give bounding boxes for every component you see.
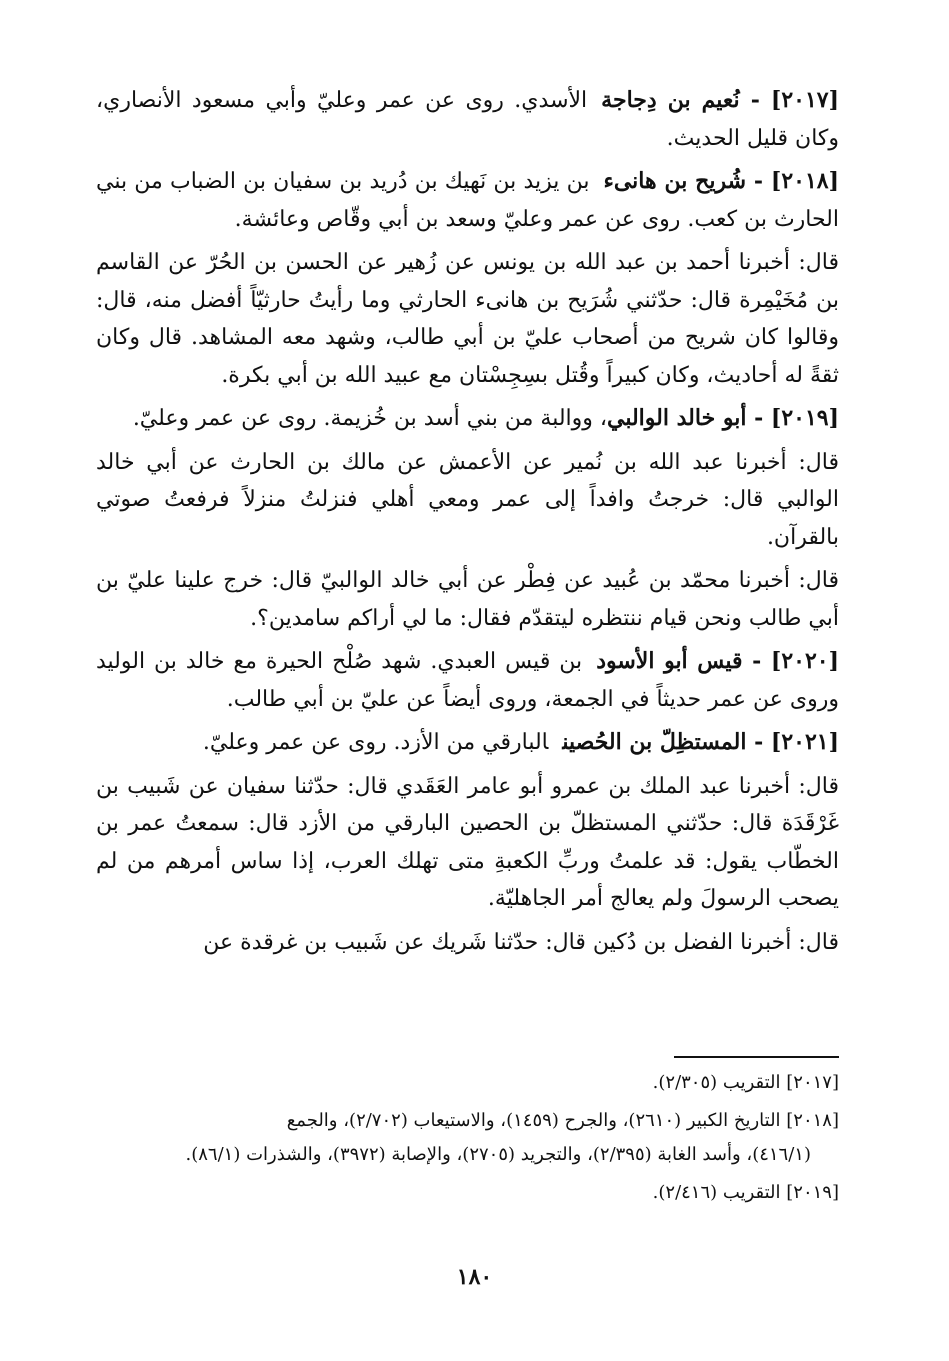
footnotes [96,1066,839,1214]
narration-paragraph: قال: أخبرنا الفضل بن دُكين قال: حدّثنا شَريك عن شَبيب بن غرقدة عن [203,929,839,955]
narration-paragraph: قال: أخبرنا محمّد بن عُبيد عن فِطْر عن أبي خالد الوالبيّ قال: خرج علينا عليّ بن أبي طالب ونحن قيام ننتظره ليتقدّم فقال: ما لي أراكم سامدين؟. [96,568,839,631]
footnote [96,1104,839,1172]
footnote-text: [٢٠١٧] التقريب (٢/٣٠٥). [652,1072,839,1093]
footnote-continuation: (٤١٦/١)، وأسد الغابة (٢/٣٩٥)، والتجريد (٢٧٠٥)، والإصابة (٣٩٧٢)، والشذرات (٨٦/١). [185,1144,811,1165]
entry-2017 [96,82,839,157]
entry-2019 [96,400,839,438]
entry-number: [٢٠١٧] - [739,87,840,113]
footnote-text: [٢٠١٩] التقريب (٢/٤١٦). [652,1182,839,1203]
narration-paragraph: قال: أخبرنا عبد الملك بن عمرو أبو عامر العَقَدي قال: حدّثنا سفيان عن شَبيب بن غَرْقَدَة قال: حدّثني المستظلّ بن الحصين البارقي من الأزد قال: سمعتُ عمر بن الخطّاب يقول: قد علمتُ وربِّ الكعبةِ متى تهلك العرب، إذا ساس أمرهم من لم يصحب الرسولَ ولم يعالج أمر الجاهليّة. [96,773,839,911]
footnote [96,1176,839,1210]
entry-2018 [96,163,839,238]
entry-text: بن قيس العبدي. شهد صُلْح الحيرة مع خالد بن الوليد وروى عن عمر حديثاً في الجمعة، وروى أيضاً عن عليّ بن أبي طالب. [96,649,839,712]
entry-2021 [96,724,839,762]
footnote-divider [674,1056,839,1058]
entry-text: بن يزيد بن نَهيك بن دُريد بن سفيان بن الضباب من بني الحارث بن كعب. روى عن عمر وعليّ وسعد بن أبي وقّاص وعائشة. [96,169,839,232]
entry-name: نُعيم بن دِجاجة [601,87,740,113]
entry-text: الأسدي. روى عن عمر وعليّ وأبي مسعود الأنصاري، وكان قليل الحديث. [96,88,839,151]
narration-paragraph: قال: أخبرنا عبد الله بن نُمير عن الأعمش عن مالك بن الحارث عن أبي خالد الوالبي قال: خرجتُ وافداً إلى عمر ومعي أهلي فنزلتُ منزلاً فرفعتُ صوتي بالقرآن. [96,449,839,550]
entry-number: [٢٠٢٠] - [742,648,840,674]
entry-text: البارقي من الأزد. روى عن عمر وعليّ. [202,730,549,755]
entry-name: شُريح بن هانىء [603,168,747,194]
entry-name: المستظِلّ بن الحُصين [562,729,747,755]
page-number: ١٨٠ [456,1264,493,1290]
main-text [96,82,839,967]
narration-paragraph: قال: أخبرنا أحمد بن عبد الله بن يونس عن زُهير عن الحسن بن الحُرّ عن القاسم بن مُخَيْمِرة قال: حدّثني شُرَيح بن هانىء الحارثي وما رأيتُ حارثيّاً أفضل منه، قال: وقالوا كان شريح من أصحاب عليّ بن أبي طالب، وشهد معه المشاهد. قال وكان ثقةً له أحاديث، وكان كبيراً وقُتل بسِجِسْتان مع عبيد الله بن أبي بكرة. [96,250,839,388]
entry-number: [٢٠١٨] - [746,168,839,194]
entry-number: [٢٠١٩] - [746,405,839,431]
entry-2020 [96,643,839,718]
entry-name: قيس أبو الأسود [596,648,743,674]
footnote [96,1066,839,1100]
entry-number: [٢٠٢١] - [746,729,839,755]
entry-text: ، ووالبة من بني أسد بن خُزيمة. روى عن عمر وعليّ. [132,406,607,431]
entry-name: أبو خالد الوالبي [607,405,747,431]
footnote-text: [٢٠١٨] التاريخ الكبير (٢٦١٠)، والجرح (١٤٥٩)، والاستيعاب (٢/٧٠٢)، والجمع [286,1110,839,1131]
